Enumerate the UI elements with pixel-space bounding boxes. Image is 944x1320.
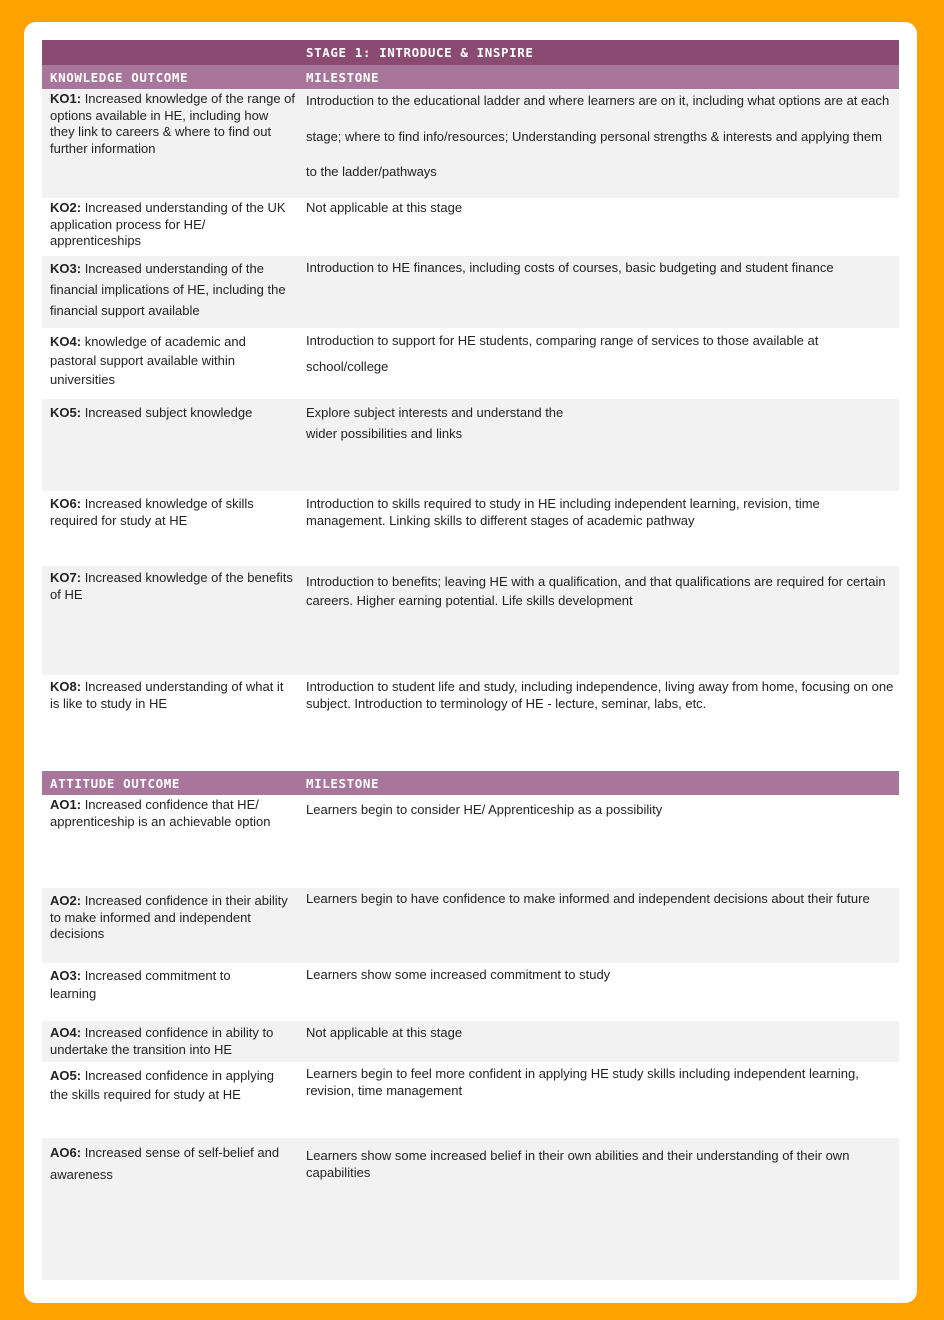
outcome-cell: KO2: Increased understanding of the UK application process for HE/ apprenticeships <box>50 200 286 248</box>
milestone-cell: Learners begin to feel more confident in applying HE study skills including independent learning, revision, time management <box>306 1066 859 1098</box>
milestone-cell: Introduction to support for HE students, comparing range of services to those available at school/college <box>306 333 819 374</box>
milestone-cell: Introduction to skills required to study in HE including independent learning, revision, time management. Linking skills to different stages of academic pathway <box>306 496 820 528</box>
attitude-column-header <box>42 771 899 795</box>
milestone-cell: Explore subject interests and understand the wider possibilities and links <box>306 405 564 441</box>
table-row <box>42 399 899 491</box>
table-row <box>42 256 899 328</box>
milestone-cell: Learners begin to have confidence to make informed and independent decisions about their future <box>306 891 870 906</box>
attitude-milestone-header: MILESTONE <box>306 775 380 791</box>
outcome-cell: AO2: Increased confidence in their ability to make informed and independent decisions <box>50 893 288 941</box>
outcome-cell: KO8: Increased understanding of what it is like to study in HE <box>50 679 284 711</box>
milestone-cell: Introduction to benefits; leaving HE with a qualification, and that qualifications are required for certain careers. Higher earning potential. Life skills development <box>306 574 886 608</box>
table-row <box>42 328 899 399</box>
table-row <box>42 89 899 198</box>
milestone-cell: Introduction to the educational ladder and where learners are on it, including what options are at each stage; where to find info/resources; Understanding personal strengths & interests and applying them to the ladder/pathways <box>306 93 890 179</box>
milestone-cell: Not applicable at this stage <box>306 1025 463 1040</box>
milestone-cell: Introduction to student life and study, including independence, living away from home, focusing on one subject. Introduction to terminology of HE - lecture, seminar, labs, etc. <box>306 679 894 711</box>
outcome-cell: KO7: Increased knowledge of the benefits of HE <box>50 570 293 602</box>
milestone-cell: Not applicable at this stage <box>306 200 463 215</box>
stage-title: STAGE 1: INTRODUCE & INSPIRE <box>306 45 534 60</box>
outcome-cell: KO4: knowledge of academic and pastoral support available within universities <box>50 334 246 387</box>
outcome-cell: KO6: Increased knowledge of skills required for study at HE <box>50 496 254 528</box>
table-row <box>42 888 899 963</box>
stage-header-row <box>42 40 899 65</box>
milestone-cell: Introduction to HE finances, including costs of courses, basic budgeting and student finance <box>306 260 834 275</box>
table-row <box>42 1021 899 1062</box>
outcome-cell: AO4: Increased confidence in ability to undertake the transition into HE <box>50 1025 274 1057</box>
knowledge-milestone-header: MILESTONE <box>306 69 380 85</box>
table-row <box>42 1138 899 1280</box>
outcome-cell: AO6: Increased sense of self-belief and awareness <box>50 1145 280 1182</box>
outcome-cell: AO3: Increased commitment to learning <box>50 968 231 1001</box>
table-row <box>42 963 899 1021</box>
milestone-cell: Learners show some increased commitment to study <box>306 967 611 982</box>
table-row <box>42 491 899 566</box>
attitude-table <box>42 771 899 1280</box>
milestone-cell: Learners show some increased belief in their own abilities and their understanding of their own capabilities <box>306 1148 850 1180</box>
attitude-outcome-header: ATTITUDE OUTCOME <box>50 775 181 791</box>
table-row <box>42 198 899 256</box>
outcome-cell: KO1: Increased knowledge of the range of options available in HE, including how they link to careers & where to find out further information <box>50 91 295 156</box>
knowledge-table <box>42 40 899 770</box>
table-row <box>42 675 899 770</box>
outcome-cell: AO1: Increased confidence that HE/ apprenticeship is an achievable option <box>50 797 271 829</box>
milestone-cell: Learners begin to consider HE/ Apprenticeship as a possibility <box>306 802 663 817</box>
table-row <box>42 795 899 888</box>
outcome-cell: KO5: Increased subject knowledge <box>50 405 253 420</box>
outcome-cell: AO5: Increased confidence in applying the skills required for study at HE <box>50 1068 275 1102</box>
outcome-cell: KO3: Increased understanding of the financial implications of HE, including the financial support available <box>50 261 286 318</box>
table-row <box>42 1062 899 1138</box>
knowledge-outcome-header: KNOWLEDGE OUTCOME <box>50 69 189 85</box>
table-row <box>42 566 899 675</box>
